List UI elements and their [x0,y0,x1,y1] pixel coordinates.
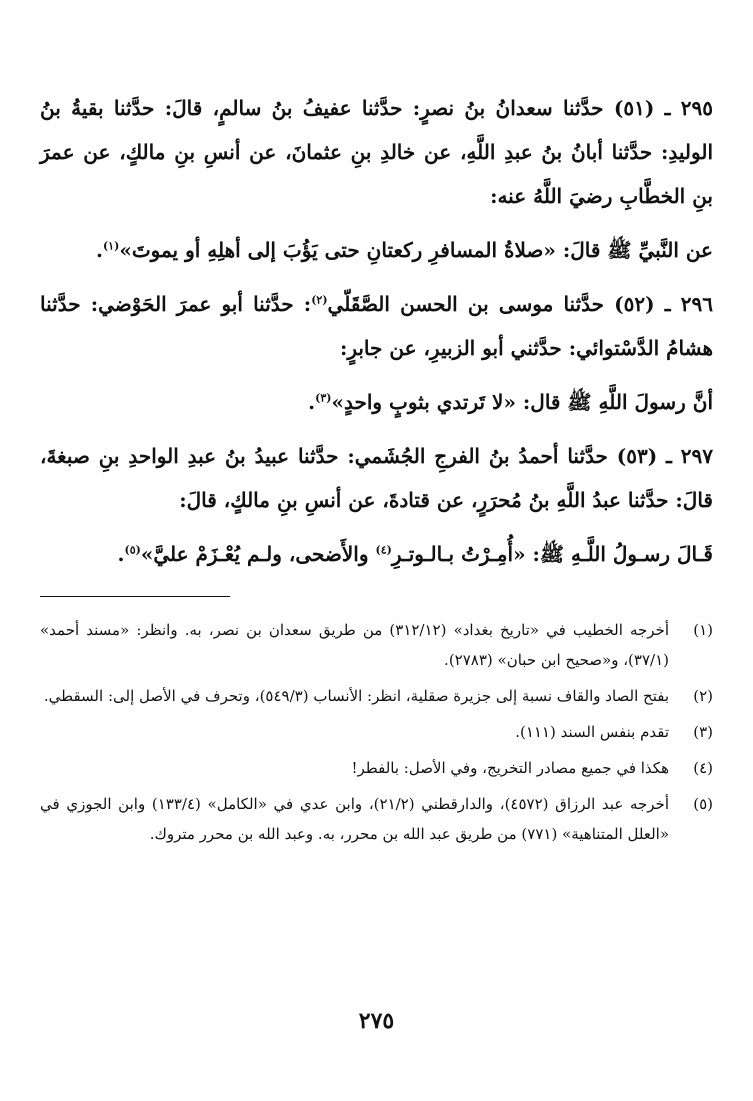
matn-cont: والأَضحى، ولـم يُعْـزَمْ عليَّ» [140,542,376,566]
footnote-ref[interactable]: (٢) [311,293,328,307]
hadith-number: ٢٩٦ ـ (٥٢) [614,292,713,316]
matn: قَـالَ رسـولُ اللَّـهِ ﷺ: «أُمِـرْتُ بـالـوتـرِ [391,542,713,566]
main-text [40,86,713,576]
footnote-ref[interactable]: (٤) [375,543,392,557]
hadith-297-matn: قَـالَ رسـولُ اللَّـهِ ﷺ: «أُمِـرْتُ بـالـوتـرِ$^{(٤)}$ والأَضحى، ولـم يُعْـزَمْ عليَّ»$^{(٥)}$. [117,542,713,566]
footnote-number: (١) [693,621,713,639]
footnote-divider [40,596,230,597]
footnote-number: (٣) [693,723,713,741]
isnad: حدَّثنا أحمدُ بنُ الفرجِ الجُشَمي: حدَّثنا عبيدُ بنُ عبدِ الواحدِ بنِ صبغةَ، قالَ: حدَّثنا عبدُ اللَّهِ بنُ مُحرَرٍ، عن قتادةَ، عن أنسِ بنِ مالكٍ، قالَ: [40,444,713,512]
isnad: حدَّثنا موسى بن الحسن الصَّقَلّي [327,292,605,316]
footnote-2 [40,681,713,711]
footnote-1 [40,615,713,675]
footnote-ref[interactable]: (٣) [315,391,332,405]
isnad: حدَّثنا سعدانُ بنُ نصرٍ: حدَّثنا عفيفُ بنُ سالمٍ، قالَ: حدَّثنا بقيةُ بنُ الوليدِ: حدَّثنا أبانُ بنُ عبدِ اللَّهِ، عن خالدِ بنِ عثمانَ، عن أنسِ بنِ مالكٍ، عن عمرَ بنِ الخطَّابِ رضيَ اللَّهُ عنه: [40,96,713,208]
hadith-296 [40,282,713,370]
footnote-text: تقدم بنفس السند (١١١). [515,723,669,741]
hadith-295 [40,86,713,218]
hadith-297 [40,434,713,522]
footnote-number: (٤) [693,759,713,777]
footnote-number: (٥) [693,795,713,813]
hadith-295-matn: عن النَّبيِّ ﷺ قالَ: «صلاةُ المسافرِ ركعتانِ حتى يَؤُبَ إلى أهلِهِ أو يموتَ»$^{(١)}$. [95,238,713,262]
matn: عن النَّبيِّ ﷺ قالَ: «صلاةُ المسافرِ ركعتانِ حتى يَؤُبَ إلى أهلِهِ أو يموتَ» [119,238,713,262]
hadith-296-matn: أنَّ رسولَ اللَّهِ ﷺ قال: «لا تَرتدي بثوبٍ واحدٍ»$^{(٣)}$. [308,390,713,414]
footnote-text: أخرجه عبد الرزاق (٤٥٧٢)، والدارقطني (٢١/٢)، وابن عدي في «الكامل» (١٣٣/٤) وابن الجوزي في «العلل المتناهية» (٧٧١) من طريق عبد الله بن محرر، به. وعبد الله بن محرر متروك. [40,795,669,843]
page-number: ٢٧٥ [358,1008,395,1034]
hadith-number: ٢٩٥ ـ (٥١) [613,96,714,120]
footnote-text: هكذا في جميع مصادر التخريج، وفي الأصل: بالفطر! [351,759,669,777]
footnote-5 [40,789,713,849]
footnote-number: (٢) [693,687,713,705]
footnote-text: أخرجه الخطيب في «تاريخ بغداد» (٣١٢/١٢) من طريق سعدان بن نصر، به. وانظر: «مسند أحمد» (٣٧/١)، و«صحيح ابن حبان» (٢٧٨٣). [40,621,669,669]
footnote-text: بفتح الصاد والقاف نسبة إلى جزيرة صقلية، انظر: الأنساب (٥٤٩/٣)، وتحرف في الأصل إلى: السقطي. [43,687,669,705]
footnote-ref[interactable]: (١) [102,239,120,253]
page-body [40,86,713,855]
hadith-number: ٢٩٧ ـ (٥٣) [616,444,713,468]
footnote-ref[interactable]: (٥) [124,543,141,557]
matn: أنَّ رسولَ اللَّهِ ﷺ قال: «لا تَرتدي بثوبٍ واحدٍ» [331,390,713,414]
footnote-4 [40,753,713,783]
isnad-cont: : حدَّثنا أبو عمرَ الحَوْضي: حدَّثنا هشامُ الدَّسْتوائي: حدَّثني أبو الزبيرِ، عن جابرٍ: [40,292,713,360]
footnote-3 [40,717,713,747]
footnotes [40,615,713,849]
